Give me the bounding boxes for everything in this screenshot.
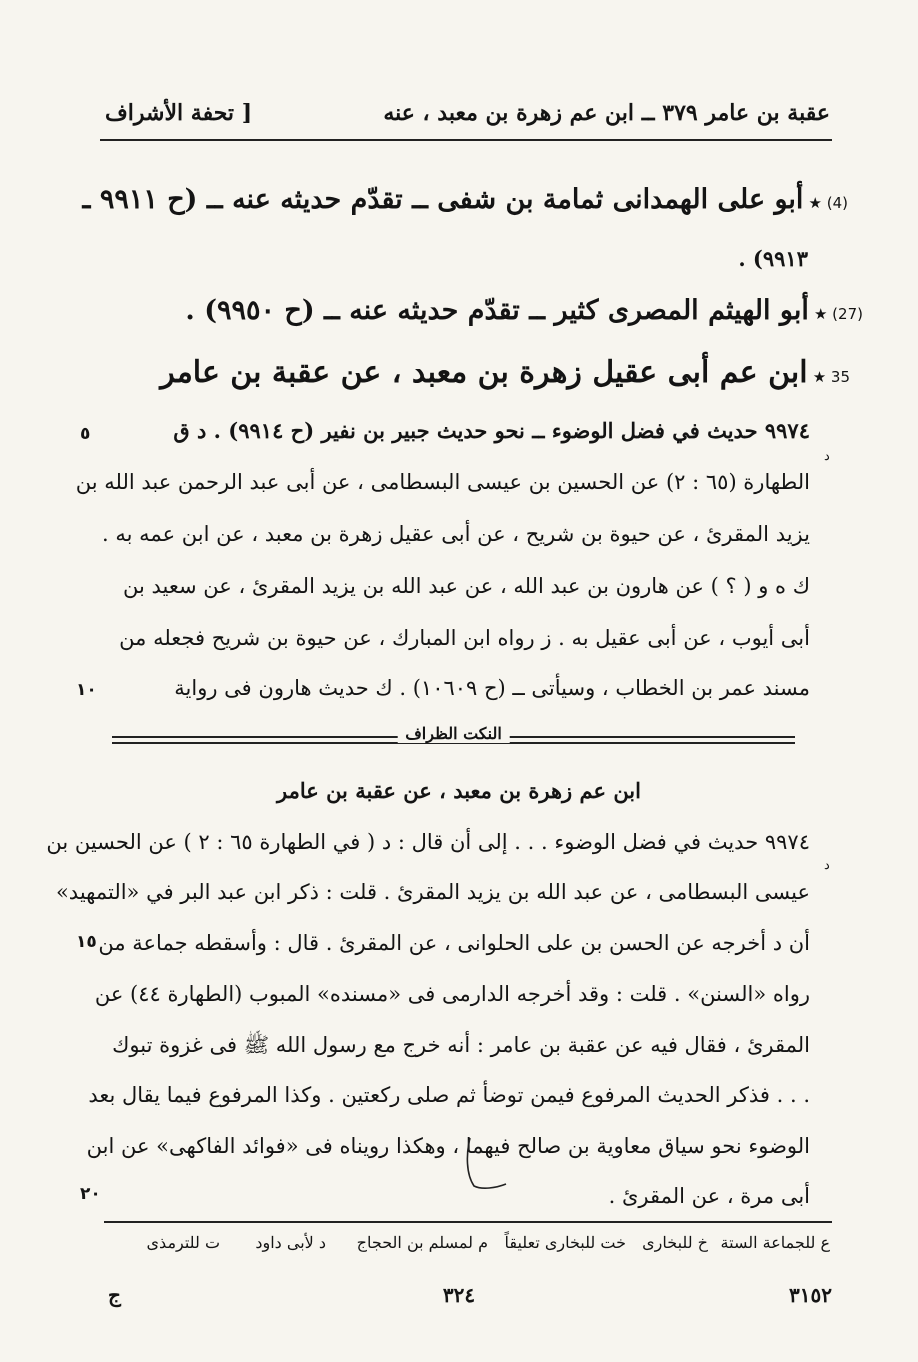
nukat-line-1: ٩٩٧٤ حديث في فضل الوضوء . . . إلى أن قال : د ( في الطهارة ٦٥ : ٢ ) عن الحسين بن	[46, 830, 810, 854]
hadith-line-4: ك ه و ( ؟ ) عن هارون بن عبد الله ، عن عبد الله بن يزيد المقرئ ، عن سعيد بن	[122, 574, 810, 598]
entry-text: أبو على الهمدانى ثمامة بن شفى ــ تقدّم حديثه عنه ــ (ح ٩٩١١ ـ	[82, 184, 804, 215]
nukat-line-8: أبى مرة ، عن المقرئ .	[608, 1184, 810, 1208]
hadith-line-3: يزيد المقرئ ، عن حيوة بن شريح ، عن أبى عقيل زهرة بن معبد ، عن ابن عمه به .	[102, 522, 810, 546]
abbrev-1: ع للجماعة الستة	[720, 1233, 830, 1252]
nukat-line-2: عيسى البسطامى ، عن عبد الله بن يزيد المقرئ . قلت : ذكر ابن عبد البر في «التمهيد»	[55, 880, 810, 904]
hadith-line-2: الطهارة (٦٥ : ٢) عن الحسين بن عيسى البسطامى ، عن أبى عبد الرحمن عبد الله بن	[75, 470, 810, 494]
entry-2	[185, 295, 863, 326]
divider-label: النكت الظراف	[397, 724, 510, 743]
header-rule	[100, 139, 832, 141]
entry-text: أبو الهيثم المصرى كثير ــ تقدّم حديثه عنه ــ (ح ٩٩٥٠) .	[185, 295, 809, 326]
hadith-line-6: مسند عمر بن الخطاب ، وسيأتى ــ (ح ١٠٦٠٩) . ك حديث هارون فى رواية	[174, 676, 810, 700]
margin-siglum: د	[824, 858, 830, 873]
hadith-line-5: أبى أيوب ، عن أبى عقيل به . ز رواه ابن المبارك ، عن حيوة بن شريح فجعله من	[119, 626, 810, 650]
entry-text: ابن عم أبى عقيل زهرة بن معبد ، عن عقبة بن عامر	[160, 355, 808, 390]
margin-line-number-5: ٥	[80, 424, 91, 444]
margin-line-number-15: ١٥	[76, 932, 97, 952]
nukat-line-4: رواه «السنن» . قلت : وقد أخرجه الدارمى فى «مسنده» المبوب (الطهارة ٤٤) عن	[94, 982, 810, 1006]
footer-volume-number: ٣١٥٢	[789, 1283, 832, 1307]
entry-1-cont: ٩٩١٣) .	[738, 246, 808, 271]
nukat-heading: ابن عم زهرة بن معبد ، عن عقبة بن عامر	[277, 778, 641, 803]
abbrev-6: ت للترمذى	[146, 1233, 220, 1252]
nukat-line-7: الوضوء نحو سياق معاوية بن صالح فيهما ، وهكذا رويناه فى «فوائد الفاكهى» عن ابن	[86, 1134, 810, 1158]
running-header-title: عقبة بن عامر ٣٧٩ ــ ابن عم زهرة بن معبد ، عنه	[383, 100, 830, 126]
nukat-line-3: أن د أخرجه عن الحسن بن على الحلوانى ، عن المقرئ . قال : وأسقطه جماعة من	[98, 931, 810, 955]
abbrev-3: خت للبخارى تعليقاً	[504, 1233, 626, 1252]
hadith-line-1: ٩٩٧٤ حديث في فضل الوضوء ــ نحو حديث جبير بن نفير (ح ٩٩١٤) . د ق	[173, 418, 810, 443]
entry-1	[83, 184, 848, 215]
margin-line-number-10: ١٠	[76, 680, 97, 700]
abbrev-2: خ للبخارى	[642, 1233, 708, 1252]
entry-marker: (27) ★	[813, 305, 863, 323]
abbrev-4: م لمسلم بن الحجاج	[356, 1233, 488, 1252]
margin-siglum: د	[824, 449, 830, 464]
nukat-line-5: المقرئ ، فقال فيه عن عقبة بن عامر : أنه خرج مع رسول الله ﷺ فى غزوة تبوك	[112, 1033, 810, 1057]
footer-rule	[104, 1221, 832, 1223]
margin-line-number-20: ٢٠	[80, 1184, 101, 1204]
entry-3	[160, 355, 850, 390]
section-divider	[112, 724, 795, 747]
handwritten-bracket-mark	[462, 1134, 512, 1194]
nukat-line-6: . . . فذكر الحديث المرفوع فيمن توضأ ثم صلى ركعتين . وكذا المرفوع فيما يقال بعد	[88, 1083, 810, 1107]
entry-marker: (4) ★	[808, 194, 848, 212]
running-header-book: [ تحفة الأشراف	[105, 100, 253, 126]
entry-marker: 35 ★	[812, 368, 850, 386]
footer-signature-letter: ج	[108, 1283, 121, 1307]
footer-page-number: ٣٢٤	[442, 1283, 476, 1307]
abbrev-5: د لأبى داود	[255, 1233, 326, 1252]
